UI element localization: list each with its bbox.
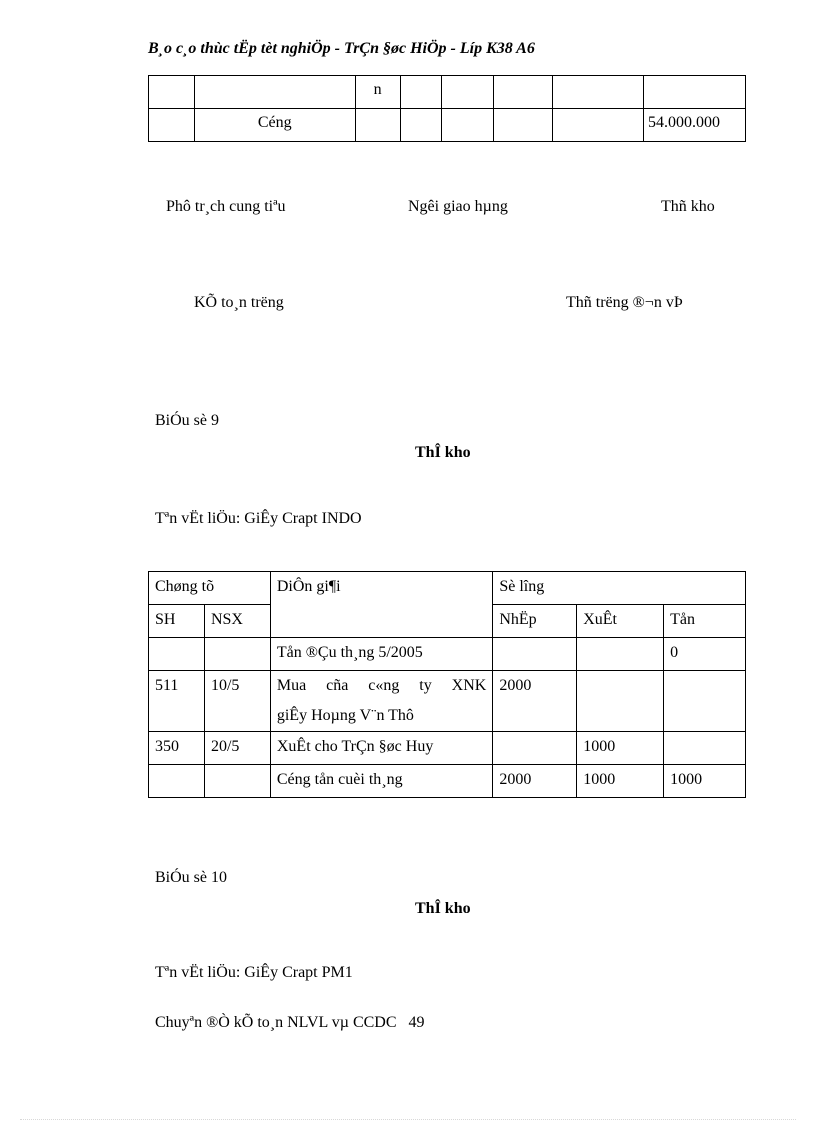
cell-export — [577, 671, 664, 732]
table-total-row — [149, 765, 746, 798]
cell-description — [270, 671, 492, 732]
form9-title: ThÎ kho — [415, 444, 471, 461]
header-voucher: Chøng tõ — [149, 572, 271, 605]
header-export: XuÊt — [577, 605, 664, 638]
form9-material: Tªn vËt liÖu: GiÊy Crapt INDO — [155, 510, 362, 527]
page-footer — [155, 1014, 425, 1032]
receipt-table — [148, 75, 746, 142]
cell-balance — [664, 671, 746, 732]
signature-purchasing: Phô tr¸ch cung tiªu — [166, 198, 286, 215]
cell-balance — [664, 732, 746, 765]
total-value: 54.000.000 — [644, 109, 746, 142]
table-row — [149, 732, 746, 765]
cell-description: Tån ®Çu th¸ng 5/2005 — [270, 638, 492, 671]
description-line: giÊy Hoµng V¨n Thô — [276, 707, 414, 724]
cell-export — [577, 638, 664, 671]
header-description: DiÔn gi¶i — [270, 572, 492, 638]
table-header-row — [149, 572, 746, 605]
cell-import — [493, 732, 577, 765]
cell-export: 1000 — [577, 732, 664, 765]
cell-sh: 350 — [149, 732, 205, 765]
cell-nsx: 10/5 — [204, 671, 270, 732]
cell-description: XuÊt cho TrÇn §øc Huy — [270, 732, 492, 765]
cell-import: 2000 — [493, 671, 577, 732]
cell-import: 2000 — [493, 765, 577, 798]
cell-sh — [149, 638, 205, 671]
total-label: Céng — [194, 109, 355, 142]
cell-export: 1000 — [577, 765, 664, 798]
table-row — [149, 76, 746, 109]
page-number: 49 — [408, 1014, 425, 1031]
form10-title: ThÎ kho — [415, 900, 471, 917]
cell-nsx: 20/5 — [204, 732, 270, 765]
cell-sh — [149, 765, 205, 798]
form9-label: BiÓu sè 9 — [155, 412, 219, 429]
footer-text: Chuyªn ®Ò kÕ to¸n NLVL vµ CCDC — [155, 1014, 397, 1031]
header-sh: SH — [149, 605, 205, 638]
table-row — [149, 638, 746, 671]
cell-nsx — [204, 638, 270, 671]
table-cell: n — [355, 76, 400, 109]
page-bottom-divider — [20, 1119, 796, 1120]
cell-sh: 511 — [149, 671, 205, 732]
cell-balance: 0 — [664, 638, 746, 671]
stock-card-table — [148, 571, 746, 798]
signature-storekeeper: Thñ kho — [661, 198, 715, 215]
page-header-title: B¸o c¸o thùc tËp tèt nghiÖp - TrÇn §øc HiÖp - Líp K38 A6 — [148, 40, 535, 57]
signature-chief-accountant: KÕ to¸n trëng — [194, 294, 284, 311]
signature-unit-head: Thñ trëng ®¬n vÞ — [566, 294, 683, 311]
signature-deliverer: Ngêi giao hµng — [408, 198, 508, 215]
form10-label: BiÓu sè 10 — [155, 869, 227, 886]
table-row — [149, 671, 746, 732]
description-line: Mua cña c«ng ty XNK — [276, 677, 487, 694]
header-quantity: Sè lîng — [493, 572, 746, 605]
header-import: NhËp — [493, 605, 577, 638]
total-row — [149, 109, 746, 142]
header-balance: Tån — [664, 605, 746, 638]
cell-description: Céng tån cuèi th¸ng — [270, 765, 492, 798]
cell-nsx — [204, 765, 270, 798]
header-nsx: NSX — [204, 605, 270, 638]
form10-material: Tªn vËt liÖu: GiÊy Crapt PM1 — [155, 964, 353, 981]
cell-import — [493, 638, 577, 671]
cell-balance: 1000 — [664, 765, 746, 798]
